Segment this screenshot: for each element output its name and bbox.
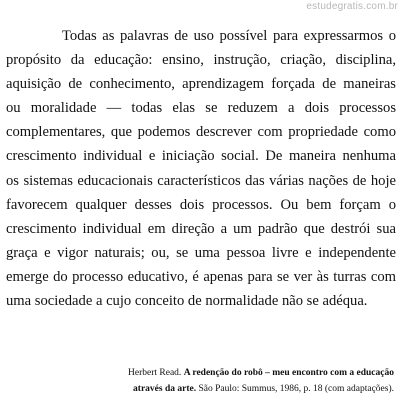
site-watermark: estudegratis.com.br: [306, 1, 398, 12]
citation-title-line2: através da arte.: [133, 384, 197, 394]
paragraph-line: crescimento individual e iniciação social. De maneira nenhuma: [6, 148, 396, 165]
paragraph-line: os sistemas educacionais característicos das várias nações de hoje: [6, 172, 396, 189]
paragraph-line: ou moralidade — todas elas se reduzem a dois processos: [6, 100, 396, 117]
citation: [94, 365, 394, 397]
paragraph-line: propósito da educação: ensino, instrução, criação, disciplina,: [6, 52, 396, 69]
paragraph-line: uma sociedade a cujo conceito de normalidade não se adéqua.: [6, 293, 368, 310]
citation-details: São Paulo: Summus, 1986, p. 18 (com adaptações).: [198, 384, 394, 394]
paragraph-line: aquisição de conhecimento, aprendizagem forçada de maneiras: [6, 76, 396, 93]
citation-title-line1: A redenção do robô – meu encontro com a educação: [183, 368, 394, 378]
paragraph-line: emerge do processo educativo, é apenas para se ver às turras com: [6, 268, 396, 285]
paragraph-line: crescimento individual em direção a um padrão que destrói sua: [6, 220, 396, 237]
paragraph-line: graça e vigor naturais; ou, se uma pessoa livre e independente: [6, 244, 396, 261]
citation-author: Herbert Read.: [128, 368, 182, 378]
article-paragraph: [6, 24, 396, 313]
paragraph-line: complementares, que podemos descrever com propriedade como: [6, 124, 396, 141]
paragraph-line: Todas as palavras de uso possível para expressarmos o: [62, 28, 396, 44]
paragraph-line: favorecem qualquer desses dois processos. Ou bem forçam o: [6, 196, 396, 213]
